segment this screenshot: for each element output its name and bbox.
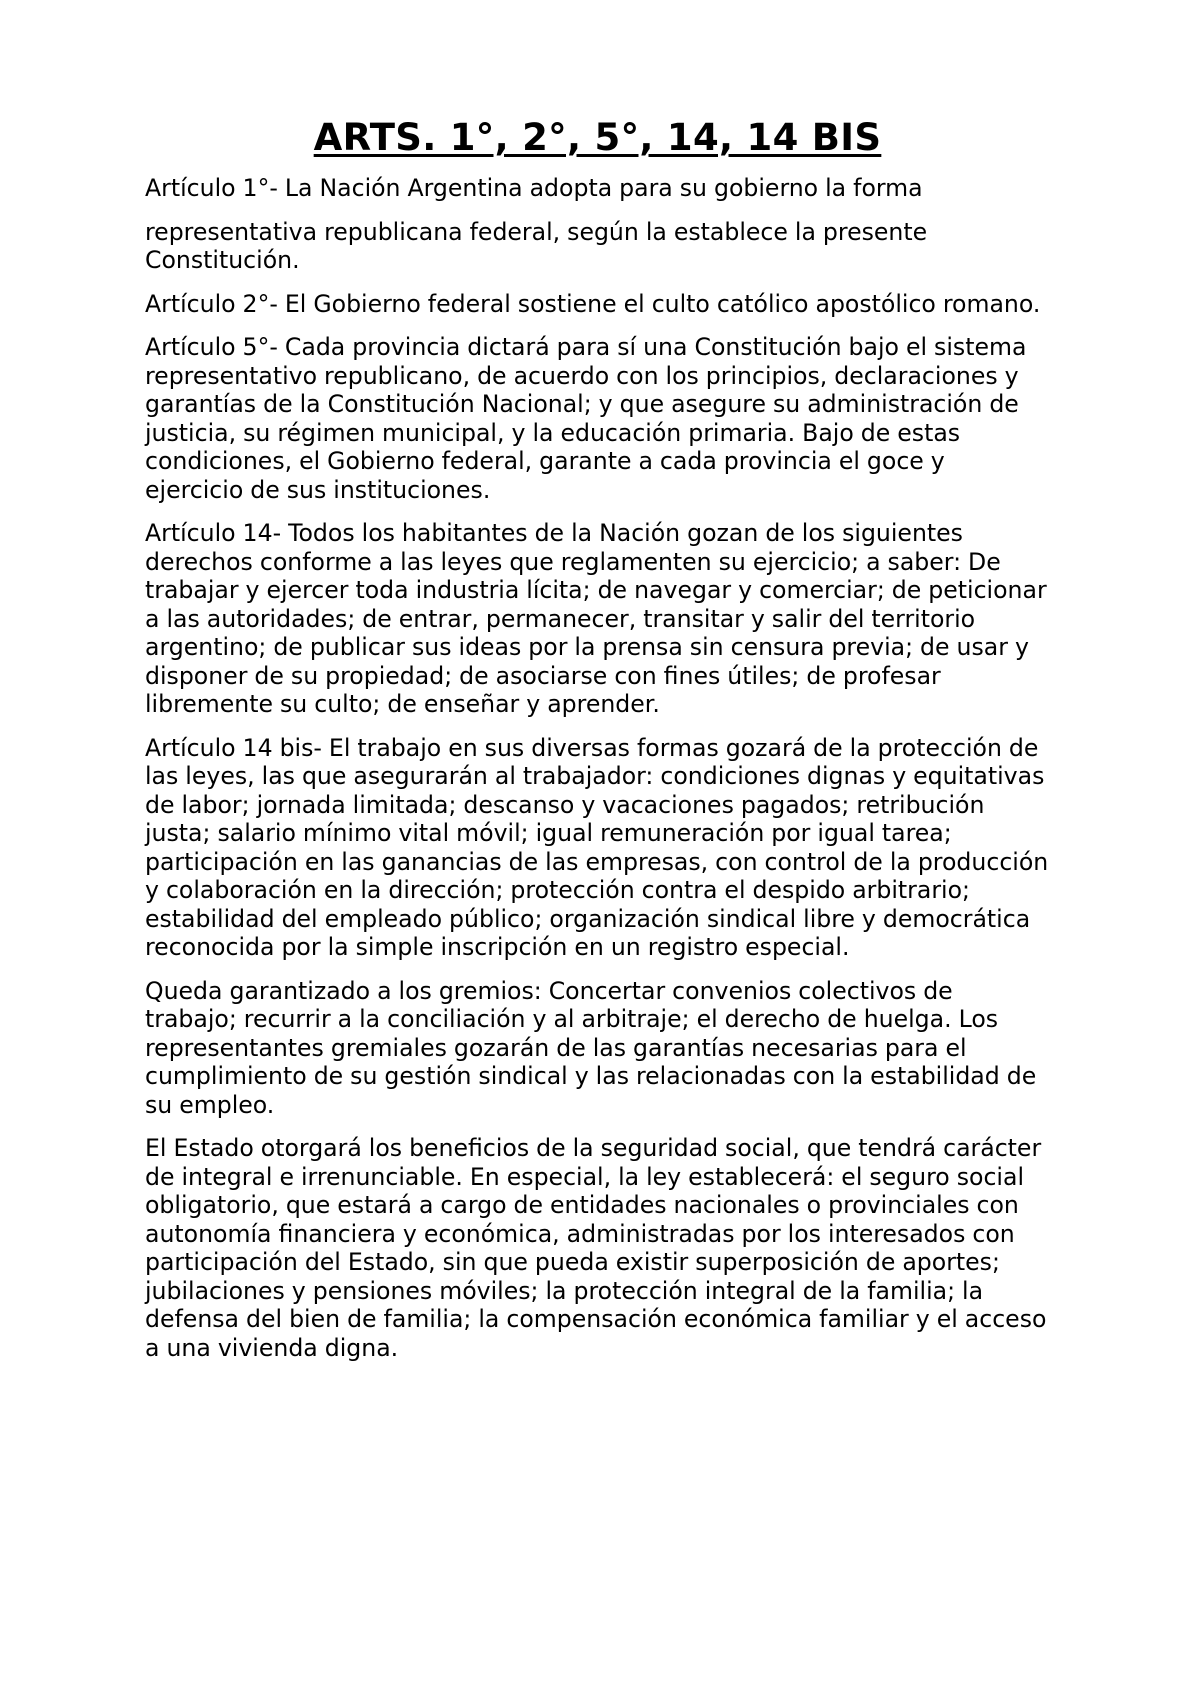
- paragraph-article-14: Artículo 14- Todos los habitantes de la Nación gozan de los siguientes derechos conforme a las leyes que reglamenten su ejercicio; a saber: De trabajar y ejercer toda industria lícita; de navegar y comerciar; de peticionar a las autoridades; de entrar, permanecer, transitar y salir del territorio argentino; de publicar sus ideas por la prensa sin censura previa; de usar y disponer de su propiedad; de asociarse con fines útiles; de profesar libremente su culto; de enseñar y aprender.: [145, 519, 1047, 718]
- paragraph-article-1-continued: representativa republicana federal, según la establece la presente Constitución.: [145, 217, 928, 274]
- paragraph-article-14-bis: Artículo 14 bis- El trabajo en sus diversas formas gozará de la protección de las leyes, las que asegurarán al trabajador: condiciones dignas y equitativas de labor; jornada limitada; descanso y vacaciones pagados; retribución justa; salario mínimo vital móvil; igual remuneración por igual tarea; participación en las ganancias de las empresas, con control de la producción y colaboración en la dirección; protección contra el despido arbitrario; estabilidad del empleado público; organización sindical libre y democrática reconocida por la simple inscripción en un registro especial.: [145, 733, 1049, 961]
- paragraph-gremios: Queda garantizado a los gremios: Concertar convenios colectivos de trabajo; recurrir a la conciliación y al arbitraje; el derecho de huelga. Los representantes gremiales gozarán de las garantías necesarias para el cumplimiento de su gestión sindical y las relacionadas con la estabilidad de su empleo.: [145, 976, 1037, 1119]
- paragraph-article-2: Artículo 2°- El Gobierno federal sostiene el culto católico apostólico romano.: [145, 289, 1041, 318]
- document-title: ARTS. 1°, 2°, 5°, 14, 14 BIS: [313, 116, 882, 159]
- document-page: [145, 112, 1050, 1377]
- paragraph-article-1: Artículo 1°- La Nación Argentina adopta para su gobierno la forma: [145, 174, 923, 202]
- paragraph-seguridad-social: El Estado otorgará los beneficios de la seguridad social, que tendrá carácter de integral e irrenunciable. En especial, la ley establecerá: el seguro social obligatorio, que estará a cargo de entidades nacionales o provinciales con autonomía financiera y económica, administradas por los interesados con participación del Estado, sin que pueda existir superposición de aportes; jubilaciones y pensiones móviles; la protección integral de la familia; la defensa del bien de familia; la compensación económica familiar y el acceso a una vivienda digna.: [145, 1134, 1047, 1362]
- paragraph-article-5: Artículo 5°- Cada provincia dictará para sí una Constitución bajo el sistema representativo republicano, de acuerdo con los principios, declaraciones y garantías de la Constitución Nacional; y que asegure su administración de justicia, su régimen municipal, y la educación primaria. Bajo de estas condiciones, el Gobierno federal, garante a cada provincia el goce y ejercicio de sus instituciones.: [145, 333, 1027, 504]
